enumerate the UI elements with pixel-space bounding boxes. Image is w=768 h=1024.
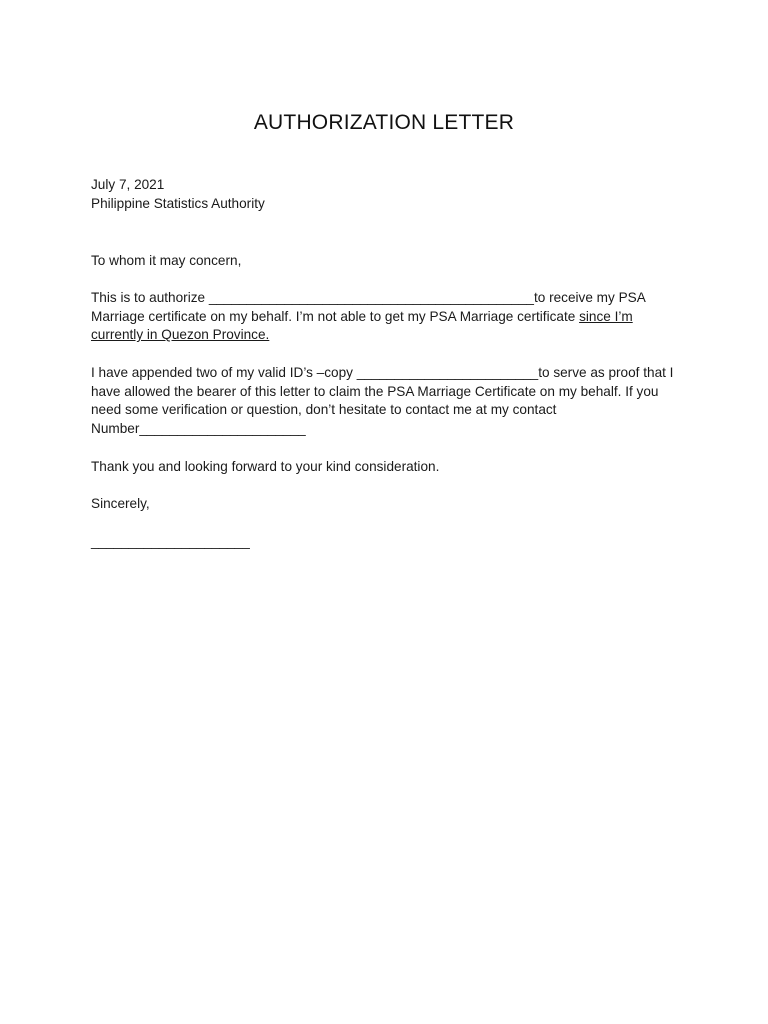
authorization-line-1 — [91, 289, 691, 308]
thank-you-paragraph: Thank you and looking forward to your kind consideration. — [91, 459, 440, 474]
signature-line: _____________________ — [91, 534, 250, 549]
letter-recipient: Philippine Statistics Authority — [91, 196, 265, 211]
letter-title: AUTHORIZATION LETTER — [253, 111, 515, 134]
authorize-text: This is to authorize — [91, 290, 209, 305]
contact-number-label: Number — [91, 420, 140, 436]
reason-underlined-1: since I’m — [579, 308, 633, 324]
letter-closing: Sincerely, — [91, 496, 150, 511]
reason-text: Marriage certificate on my behalf. I’m not able to get my PSA Marriage certificate — [91, 308, 580, 324]
reason-underlined-2: currently in Quezon Province. — [91, 327, 270, 343]
id-line-4 — [91, 420, 691, 439]
authorization-line-3 — [91, 326, 691, 345]
id-line-2: have allowed the bearer of this letter to claim the PSA Marriage Certificate on my behalf. If you — [91, 383, 659, 399]
id-line-3: need some verification or question, don’t hesitate to contact me at my contact — [91, 402, 557, 418]
authorization-line-2 — [91, 308, 691, 327]
letter-greeting: To whom it may concern, — [91, 253, 242, 268]
receive-text: to receive my PSA — [533, 290, 646, 305]
id-line-1 — [91, 364, 691, 383]
contact-number-blank: ______________________ — [139, 420, 306, 436]
appended-text: I have appended two of my valid ID’s –copy — [91, 365, 357, 380]
authorization-paragraph — [91, 289, 691, 345]
letter-date: July 7, 2021 — [91, 177, 165, 192]
authorized-person-blank: ___________________________________________ — [208, 290, 534, 305]
id-paragraph — [91, 364, 691, 438]
proof-text: to serve as proof that I — [538, 365, 674, 380]
id-copy-blank: ________________________ — [356, 365, 539, 380]
